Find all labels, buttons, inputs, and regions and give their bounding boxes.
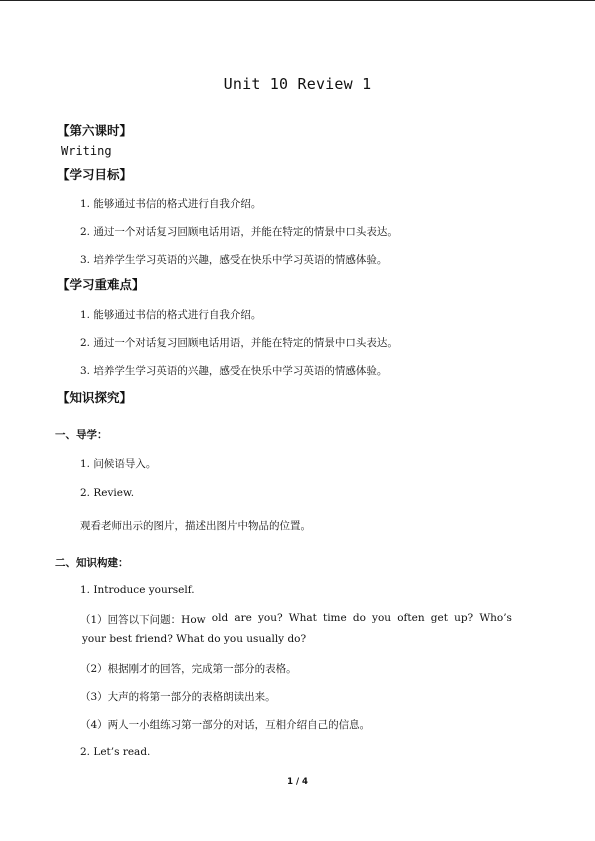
- key-point-item-2: 2. 通过一个对话复习回顾电话用语，并能在特定的情景中口头表达。: [80, 337, 398, 349]
- building-item-2: 2. Let’s read.: [80, 746, 151, 758]
- objective-item-3: 3. 培养学生学习英语的兴趣，感受在快乐中学习英语的情感体验。: [80, 254, 388, 266]
- guided-item-1: 1. 问候语导入。: [80, 458, 157, 470]
- exploration-heading: 【知识探究】: [57, 390, 133, 405]
- objectives-heading: 【学习目标】: [57, 167, 133, 182]
- building-step-2: （2）根据刚才的回答，完成第一部分的表格。: [80, 663, 297, 675]
- building-step-1-line-1: [80, 612, 512, 627]
- page-current: 1: [287, 777, 293, 787]
- key-point-item-1: 1. 能够通过书信的格式进行自我介绍。: [80, 309, 262, 321]
- document-title: Unit 10 Review 1: [223, 75, 372, 93]
- lesson-heading: 【第六课时】: [57, 123, 133, 138]
- page-number: [0, 777, 595, 787]
- guided-learning-heading: 一、导学：: [55, 429, 108, 441]
- word: What: [288, 612, 317, 624]
- guided-item-2: 2. Review.: [80, 487, 135, 499]
- knowledge-building-heading: 二、知识构建：: [55, 557, 129, 569]
- word: old: [211, 612, 229, 624]
- word: time: [322, 612, 347, 624]
- word: （1）回答以下问题：How: [80, 614, 206, 626]
- word: you: [372, 612, 392, 624]
- word: often: [397, 612, 425, 624]
- building-step-1-line-2: your best friend? What do you usually do?: [82, 633, 307, 645]
- key-point-item-3: 3. 培养学生学习英语的兴趣，感受在快乐中学习英语的情感体验。: [80, 365, 388, 377]
- building-item-1: 1. Introduce yourself.: [80, 584, 195, 596]
- page-separator: /: [292, 777, 303, 787]
- word: up?: [454, 612, 474, 624]
- key-points-heading: 【学习重难点】: [57, 277, 145, 292]
- page-top-rule: [0, 0, 595, 1]
- word: Who’s: [479, 612, 512, 624]
- word: get: [430, 612, 448, 624]
- objective-item-2: 2. 通过一个对话复习回顾电话用语，并能在特定的情景中口头表达。: [80, 226, 398, 238]
- guided-note: 观看老师出示的图片，描述出图片中物品的位置。: [80, 520, 311, 532]
- word: you?: [257, 612, 283, 624]
- building-step-4: （4）两人一小组练习第一部分的对话，互相介绍自己的信息。: [80, 719, 371, 731]
- lesson-topic: Writing: [61, 144, 112, 158]
- word: do: [352, 612, 366, 624]
- word: are: [234, 612, 252, 624]
- building-step-3: （3）大声的将第一部分的表格朗读出来。: [80, 691, 276, 703]
- page-total: 4: [302, 777, 308, 787]
- objective-item-1: 1. 能够通过书信的格式进行自我介绍。: [80, 198, 262, 210]
